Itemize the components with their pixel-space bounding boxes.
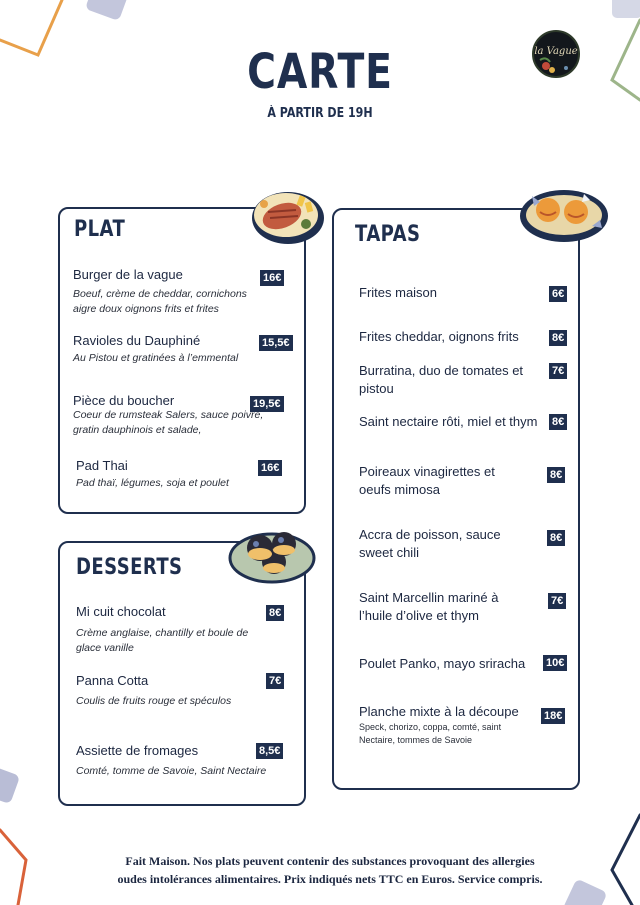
tapas-section [332, 208, 580, 790]
menu-item-desc: Pad thaï, légumes, soja et poulet [76, 477, 229, 489]
menu-item-desc: Comté, tomme de Savoie, Saint Nectaire [76, 765, 267, 777]
menu-item-desc: Speck, chorizo, coppa, comté, saint Nectaire, tommes de Savoie [359, 722, 502, 745]
footer-line-2: oudes intolérances alimentaires. Prix indiqués nets TTC en Euros. Service compris. [117, 872, 543, 886]
price-badge: 7€ [266, 673, 284, 689]
price-badge: 8€ [549, 414, 567, 430]
price-badge: 19,5€ [250, 396, 284, 412]
menu-item-name: Accra de poisson, sauce sweet chili [359, 527, 501, 560]
price-badge: 8€ [266, 605, 284, 621]
menu-item-name: Saint nectaire rôti, miel et thym [359, 414, 538, 429]
price-badge: 18€ [541, 708, 565, 724]
price-badge: 8,5€ [256, 743, 283, 759]
logo-text: la Vague [534, 46, 578, 57]
price-badge: 8€ [547, 530, 565, 546]
menu-item-name: Poulet Panko, mayo sriracha [359, 656, 526, 671]
menu-item-name: Pièce du boucher [73, 393, 175, 408]
menu-item-name: Planche mixte à la découpe [359, 704, 519, 719]
steak-dish-illustration [250, 182, 326, 248]
price-badge: 8€ [547, 467, 565, 483]
plat-section [58, 207, 306, 514]
tapas-dish-illustration [518, 186, 610, 246]
section-title-tapas: TAPAS [355, 222, 421, 247]
menu-item-name: Frites maison [359, 285, 438, 300]
menu-item-desc: Boeuf, crème de cheddar, cornichons aigre doux oignons frits et frites [73, 288, 247, 315]
menu-item-name: Ravioles du Dauphiné [73, 333, 201, 348]
section-title-plat: PLAT [74, 217, 126, 242]
menu-item-name: Poireaux vinagirettes et oeufs mimosa [359, 464, 495, 497]
price-badge: 16€ [260, 270, 284, 286]
menu-item-desc: Crème anglaise, chantilly et boule de glace vanille [76, 627, 249, 654]
price-badge: 7€ [548, 593, 566, 609]
section-title-desserts: DESSERTS [76, 555, 183, 580]
menu-item-name: Mi cuit chocolat [76, 604, 166, 619]
price-badge: 8€ [549, 330, 567, 346]
profiteroles-illustration [226, 520, 316, 584]
footer-line-1: Fait Maison. Nos plats peuvent contenir des substances provoquant des allergies [125, 854, 535, 868]
menu-item-name: Burratina, duo de tomates et pistou [359, 363, 524, 396]
footer-note [100, 852, 560, 888]
menu-item-name: Frites cheddar, oignons frits [359, 329, 519, 344]
menu-item-name: Saint Marcellin mariné à l’huile d’olive et thym [359, 590, 499, 623]
brand-logo [532, 30, 580, 78]
menu-item-name: Burger de la vague [73, 267, 183, 282]
price-badge: 15,5€ [259, 335, 293, 351]
price-badge: 10€ [543, 655, 567, 671]
menu-item-desc: Coulis de fruits rouge et spéculos [76, 695, 232, 707]
menu-item-name: Panna Cotta [76, 673, 149, 688]
menu-item-desc: Au Pistou et gratinées à l’emmental [73, 352, 239, 364]
price-badge: 7€ [549, 363, 567, 379]
menu-item-desc: Coeur de rumsteak Salers, sauce poivre, gratin dauphinois et salade, [73, 409, 264, 436]
page-subtitle: À PARTIR DE 19H [267, 106, 373, 121]
price-badge: 6€ [549, 286, 567, 302]
menu-item-name: Assiette de fromages [76, 743, 199, 758]
page-title: CARTE [247, 44, 393, 100]
price-badge: 16€ [258, 460, 282, 476]
menu-item-name: Pad Thai [76, 458, 128, 473]
